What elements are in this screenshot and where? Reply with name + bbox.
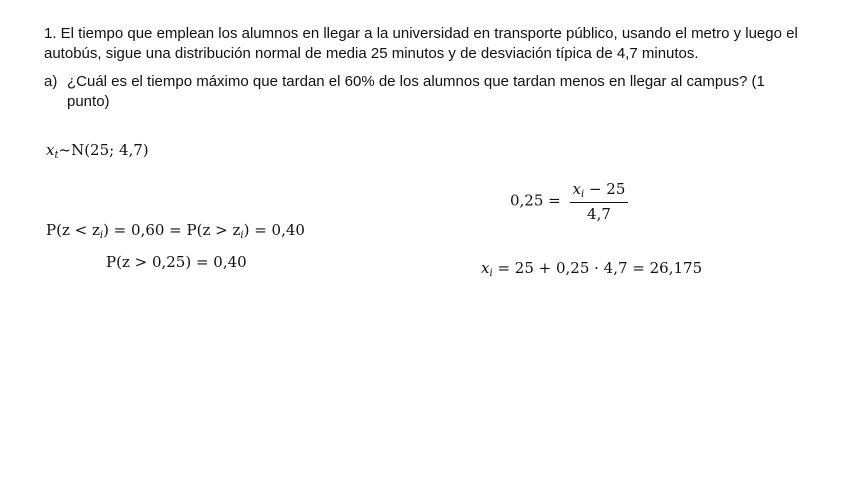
- part-a-question: ¿Cuál es el tiempo máximo que tardan el 60% de los alumnos que tardan menos en llegar al campus? (1 punto): [67, 73, 765, 110]
- part-a: [44, 72, 804, 112]
- fraction: [570, 180, 629, 223]
- numerator-variable: x: [572, 180, 581, 198]
- result-subscript: i: [489, 268, 493, 279]
- fraction-denominator: 4,7: [587, 205, 611, 223]
- part-a-label: a): [44, 73, 58, 90]
- problem-statement: 1. El tiempo que emplean los alumnos en llegar a la universidad en transporte público, usando el metro y luego el autobús, sigue una distribución normal de media 25 minutos y de desviación típica de 4,7 minutos.: [44, 25, 798, 62]
- result-rest: = 25 + 0,25 · 4,7 = 26,175: [492, 259, 703, 277]
- dist-rest: ~N(25; 4,7): [58, 141, 149, 159]
- result-variable: x: [481, 259, 490, 277]
- dist-variable: x: [46, 141, 55, 159]
- numerator-subscript: i: [581, 189, 585, 200]
- prob1-subscript-2: i: [240, 230, 244, 241]
- probability-equation-1: [46, 221, 305, 241]
- prob1-subscript: i: [99, 230, 104, 241]
- prob1-end: ) = 0,40: [243, 221, 305, 239]
- prob1-part: P(z < z: [46, 221, 100, 239]
- probability-equation-2: P(z > 0,25) = 0,40: [106, 253, 247, 271]
- numerator-rest: − 25: [584, 180, 626, 198]
- prob1-middle: ) = 0,60 = P(z > z: [103, 221, 241, 239]
- dist-subscript: t: [54, 150, 59, 161]
- result-equation: [481, 259, 702, 279]
- standardization-equation: [510, 180, 628, 223]
- fraction-numerator: [570, 180, 629, 203]
- distribution-expression: [46, 141, 149, 161]
- equation-lhs: 0,25 =: [510, 191, 561, 210]
